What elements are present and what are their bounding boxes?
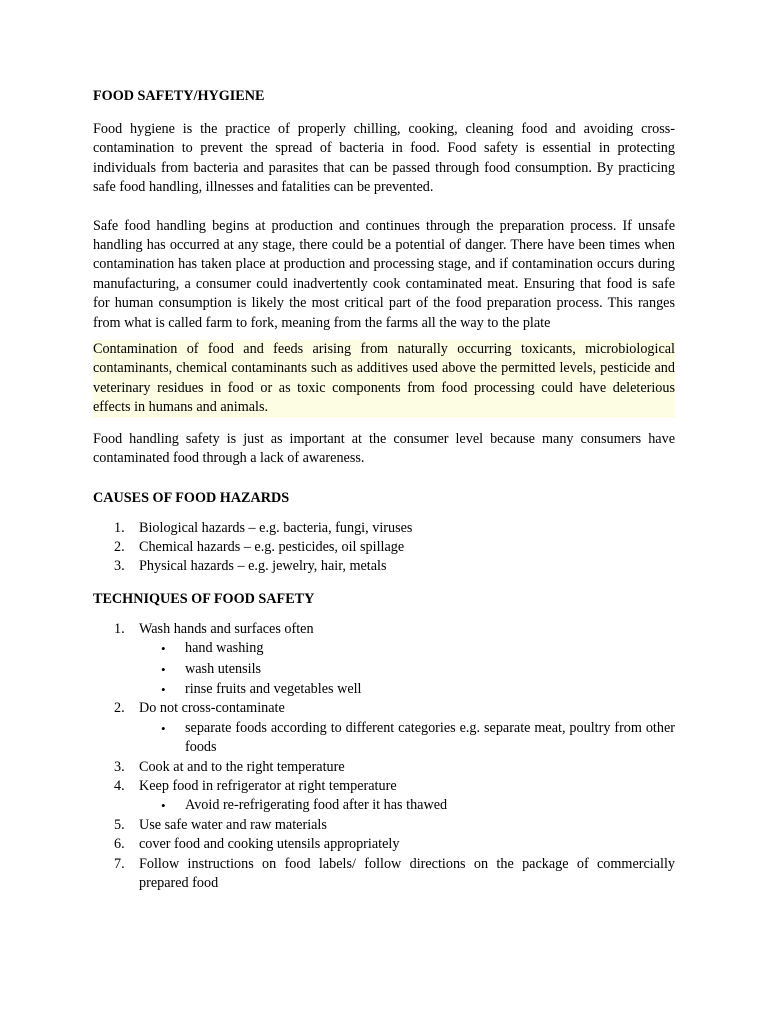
causes-list <box>93 519 675 577</box>
bullet-item: • Avoid re-refrigerating food after it has thawed <box>139 796 675 815</box>
page-title: FOOD SAFETY/HYGIENE <box>93 88 265 104</box>
list-number: 1. <box>114 620 125 637</box>
list-item <box>93 816 675 835</box>
highlighted-block <box>93 340 675 418</box>
list-item-text: cover food and cooking utensils appropriately <box>139 836 400 853</box>
list-number: 1. <box>114 519 125 536</box>
sublist-container <box>93 796 675 815</box>
paragraph-safe-handling: Safe food handling begins at production and continues through the preparation process. If unsafe handling has occurred at any stage, there could be a potential of danger. There have been times when contamination has taken place at production and processing stage, and if contamination occurs during manufacturing, a consumer could inadvertently cook contaminated meat. Ensuring that food is safe for human consumption is likely the most critical part of the food preparation process. This ranges from what is called farm to fork, meaning from the farms all the way to the plate <box>93 217 675 331</box>
sublist-container <box>93 719 675 758</box>
list-number: 3. <box>114 558 125 575</box>
list-item <box>93 699 675 718</box>
list-item-text: Physical hazards – e.g. jewelry, hair, metals <box>139 558 387 575</box>
bullet-list <box>139 796 675 815</box>
list-item-text: Use safe water and raw materials <box>139 816 327 833</box>
list-item-text: Follow instructions on food labels/ follow directions on the package of commercially prepared food <box>139 855 675 891</box>
techniques-heading: TECHNIQUES OF FOOD SAFETY <box>93 590 315 607</box>
list-item-text: Keep food in refrigerator at right temperature <box>139 777 397 794</box>
bullet-item: • hand washing <box>139 639 675 658</box>
list-number: 2. <box>114 538 125 555</box>
list-item-text: Biological hazards – e.g. bacteria, fungi, viruses <box>139 519 413 536</box>
sublist-container <box>93 639 675 699</box>
list-item <box>93 519 675 538</box>
paragraph-hygiene-intro: Food hygiene is the practice of properly chilling, cooking, cleaning food and avoiding cross-contamination to prevent the spread of bacteria in food. Food safety is essential in protecting individuals from bacteria and parasites that can be passed through food consumption. By practicing safe food handling, illnesses and fatalities can be prevented. <box>93 121 675 196</box>
bullet-item: • rinse fruits and vegetables well <box>139 680 675 699</box>
list-item-text: Wash hands and surfaces often <box>139 620 314 637</box>
list-item <box>93 835 675 854</box>
list-number: 3. <box>114 758 125 775</box>
list-item-text: Do not cross-contaminate <box>139 700 285 717</box>
bullet-item: • wash utensils <box>139 660 675 679</box>
list-item <box>93 758 675 777</box>
bullet-list <box>139 719 675 758</box>
list-number: 2. <box>114 700 125 717</box>
list-item <box>93 557 675 576</box>
paragraph-consumer-level: Food handling safety is just as important at the consumer level because many consumers have contaminated food through a lack of awareness. <box>93 430 675 467</box>
list-number: 6. <box>114 836 125 853</box>
list-item <box>93 620 675 639</box>
document-page <box>93 86 675 893</box>
list-item <box>93 538 675 557</box>
bullet-item: • separate foods according to different categories e.g. separate meat, poultry from other foods <box>139 719 675 758</box>
list-item-text: Cook at and to the right temperature <box>139 758 345 775</box>
list-item <box>93 855 675 894</box>
list-item-text: Chemical hazards – e.g. pesticides, oil spillage <box>139 538 405 555</box>
techniques-list <box>93 620 675 894</box>
list-number: 5. <box>114 816 125 833</box>
paragraph-contamination: Contamination of food and feeds arising from naturally occurring toxicants, microbiological contaminants, chemical contaminants such as additives used above the permitted levels, pesticide and veterinary residues in food or as toxic components from food processing could have deleterious effects in humans and animals. <box>93 341 675 416</box>
list-number: 4. <box>114 777 125 794</box>
list-item <box>93 777 675 796</box>
causes-heading: CAUSES OF FOOD HAZARDS <box>93 489 290 506</box>
list-number: 7. <box>114 855 125 872</box>
bullet-list <box>139 639 675 699</box>
